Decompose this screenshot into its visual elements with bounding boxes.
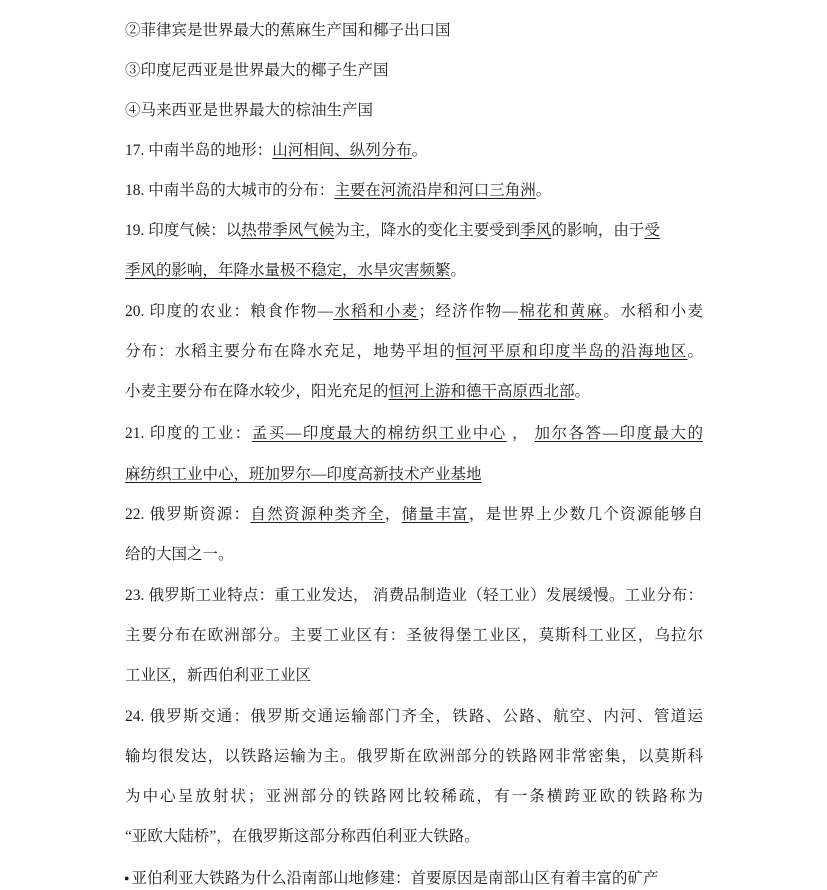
text-segment: 20. 印度的农业：粮食作物— <box>125 303 334 320</box>
text-segment: 22. 俄罗斯资源： <box>125 506 251 523</box>
text-segment: ④马来西亚是世界最大的棕油生产国 <box>125 102 374 119</box>
underlined-text: 水稻和小麦 <box>333 303 419 320</box>
text-segment: ③印度尼西亚是世界最大的椰子生产国 <box>125 62 389 79</box>
bullet-marker: ● <box>124 873 130 883</box>
text-segment: 给的大国之一。 <box>125 546 234 563</box>
item-21-line-1 <box>125 424 703 444</box>
text-segment: ，是世界上少数几个资源能够自 <box>468 506 703 523</box>
underlined-text: 季风 <box>520 222 552 239</box>
text-segment: 为中心呈放射状；亚洲部分的铁路网比较稀疏，有一条横跨亚欧的铁路称为 <box>125 788 703 805</box>
item-21-line-2 <box>125 465 482 485</box>
text-segment: 输均很发达，以铁路运输为主。俄罗斯在欧洲部分的铁路网非常密集，以莫斯科 <box>125 748 703 765</box>
underlined-text: 自然资源种类齐全 <box>250 506 385 523</box>
underlined-text: 热带季风气候 <box>241 222 335 239</box>
text-segment: ；经济作物— <box>418 303 519 320</box>
item-17-line <box>125 141 427 161</box>
underlined-text: 主要在河流沿岸和河口三角洲 <box>334 182 536 199</box>
text-segment: 24. 俄罗斯交通：俄罗斯交通运输部门齐全，铁路、公路、航空、内河、管道运 <box>125 708 703 725</box>
item-18-line <box>125 181 551 201</box>
line-philippines <box>125 21 451 41</box>
text-segment: 23. 俄罗斯工业特点：重工业发达， 消费品制造业（轻工业）发展缓慢。工业分布： <box>125 587 703 604</box>
underlined-text: 加尔各答—印度最大的 <box>534 425 703 442</box>
underlined-text: 棉花和黄麻 <box>518 303 604 320</box>
text-segment: 。 <box>535 182 552 199</box>
item-19-line-1 <box>125 221 660 241</box>
underlined-text: 恒河平原和印度半岛的沿海地区 <box>455 343 688 360</box>
text-segment: ， <box>384 506 402 523</box>
item-20-line-1 <box>125 302 703 322</box>
item-19-line-2 <box>125 261 466 281</box>
text-segment: 18. 中南半岛的大城市的分布： <box>125 182 335 199</box>
item-23-line-1 <box>125 586 703 606</box>
underlined-text: 麻纺织工业中心，班加罗尔—印度高新技术产业基地 <box>125 466 482 483</box>
item-20-line-2 <box>125 342 703 362</box>
text-segment: 主要分布在欧洲部分。主要工业区有：圣彼得堡工业区，莫斯科工业区，乌拉尔 <box>125 627 703 644</box>
bullet-question-line <box>124 868 658 888</box>
item-22-line-1 <box>125 505 703 525</box>
underlined-text: 储量丰富 <box>401 506 469 523</box>
text-segment: 。 <box>450 262 467 279</box>
underlined-text: 恒河上游和德干高原西北部 <box>388 383 575 400</box>
item-24-line-1 <box>125 707 703 727</box>
text-segment: 。 <box>687 343 703 360</box>
underlined-text: 季风的影响，年降水量极不稳定，水旱灾害频繁 <box>125 262 451 279</box>
underlined-text: 孟买—印度最大的棉纺织工业中心 <box>251 425 507 442</box>
text-segment: 分布：水稻主要分布在降水充足，地势平坦的 <box>125 343 456 360</box>
text-segment: 的影响，由于 <box>551 222 645 239</box>
text-segment: 17. 中南半岛的地形： <box>125 142 273 159</box>
text-segment: 。 <box>574 383 591 400</box>
item-23-line-2 <box>125 626 703 646</box>
text-segment: ②菲律宾是世界最大的蕉麻生产国和椰子出口国 <box>125 22 451 39</box>
text-segment: ， <box>506 425 535 442</box>
text-segment: 小麦主要分布在降水较少，阳光充足的 <box>125 383 389 400</box>
text-segment: 21. 印度的工业： <box>125 425 252 442</box>
item-22-line-2 <box>125 545 234 565</box>
item-24-line-2 <box>125 747 703 767</box>
item-24-line-3 <box>125 787 703 807</box>
item-24-line-4 <box>125 827 480 847</box>
underlined-text: 山河相间、纵列分布 <box>272 142 412 159</box>
text-segment: 亚伯利亚大铁路为什么沿南部山地修建：首要原因是南部山区有着丰富的矿产 <box>131 870 659 887</box>
underlined-text: 受 <box>644 222 660 239</box>
text-segment: 。 <box>411 142 428 159</box>
line-malaysia <box>125 101 373 121</box>
text-segment: 。水稻和小麦 <box>603 303 703 320</box>
text-segment: “亚欧大陆桥”，在俄罗斯这部分称西伯利亚大铁路。 <box>125 828 480 845</box>
item-20-line-3 <box>125 382 590 402</box>
text-segment: 19. 印度气候：以 <box>125 222 242 239</box>
item-23-line-3 <box>125 666 311 686</box>
line-indonesia <box>125 61 389 81</box>
text-segment: 工业区，新西伯利亚工业区 <box>125 667 312 684</box>
text-segment: 为主，降水的变化主要受到 <box>334 222 521 239</box>
